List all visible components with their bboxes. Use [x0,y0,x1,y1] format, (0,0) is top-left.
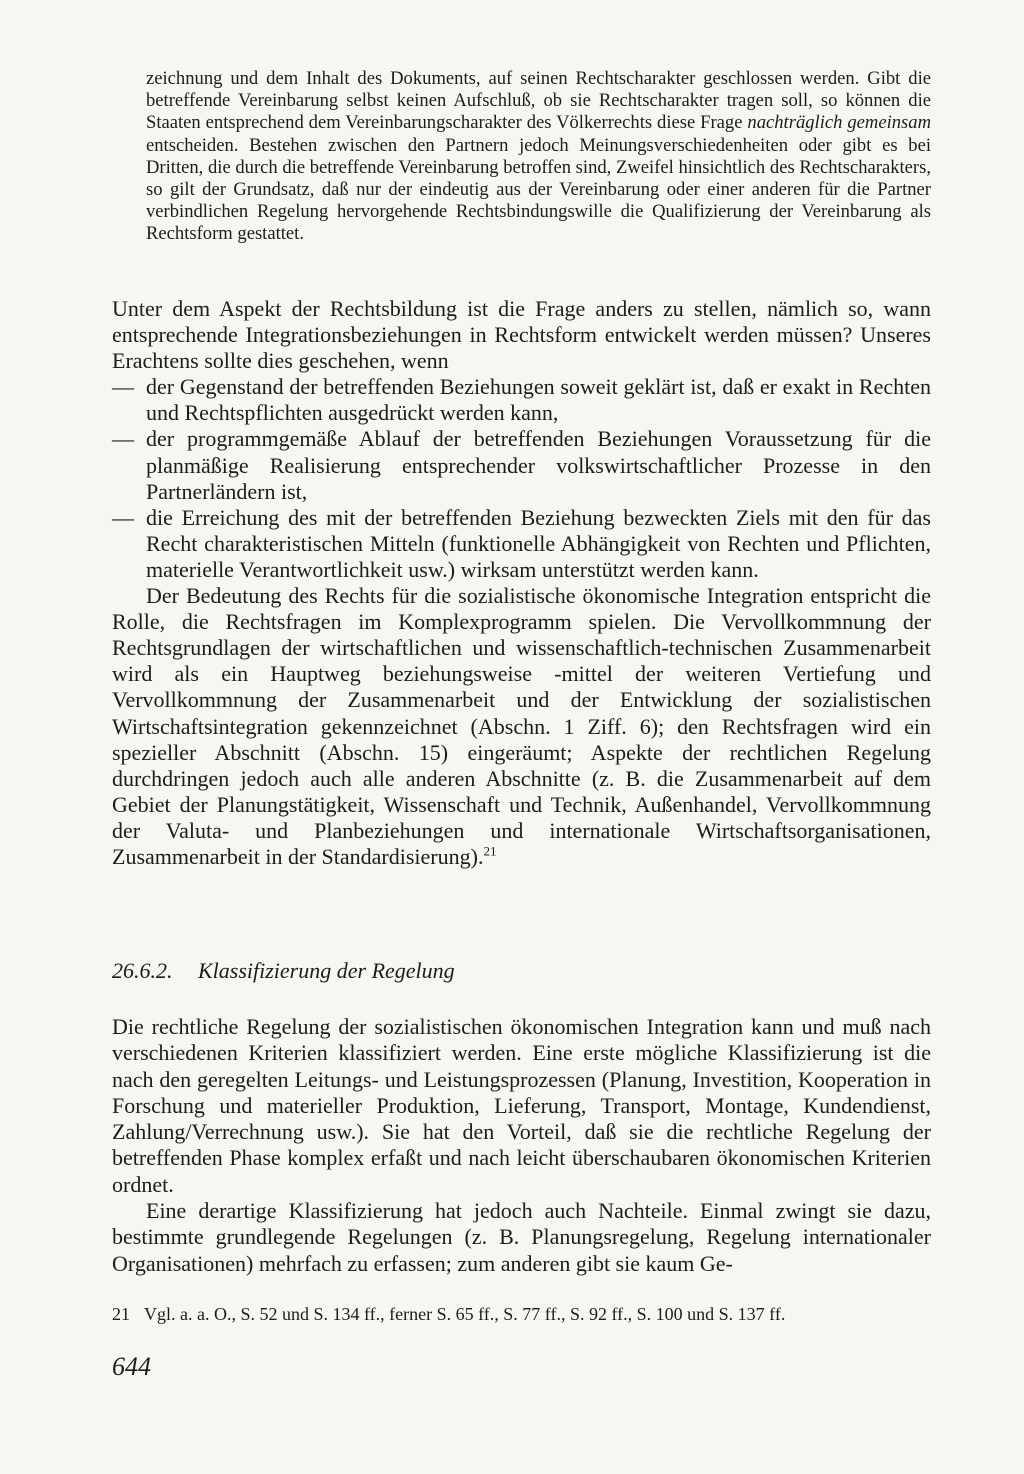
intro-paragraph: Unter dem Aspekt der Rechtsbildung ist die Frage anders zu stellen, nämlich so, wann entsprechende Integrationsbeziehungen in Rechtsform entwickelt werden müssen? Unseres Erachtens sollte dies geschehen, wenn [112,296,931,374]
footnote-number: 21 [112,1304,130,1324]
section-title: Klassifizierung der Regelung [198,958,455,983]
section-number: 26.6.2. [112,958,173,983]
section-heading [112,958,931,984]
footnote [112,1304,931,1325]
dash-bullet: — [112,426,134,452]
footnote-ref: 21 [483,843,497,859]
quote-block [146,68,931,246]
dash-bullet: — [112,504,134,530]
section-body [112,1014,931,1277]
list-item: — die Erreichung des mit der betreffenden Beziehung bezweckten Ziels mit den für das Recht charakteristischen Mitteln (funktionelle Abhängigkeit von Rechten und Pflichten, materielle Verantwortlichkeit usw.) wirksam unterstützt werden kann. [112,504,931,582]
dash-bullet: — [112,374,134,400]
emphasis-text: nachträglich gemeinsam [747,112,931,134]
list-item: — der programmgemäße Ablauf der betreffenden Beziehungen Voraussetzung für die planmäßige Realisierung entsprechender volkswirtschaftlicher Prozesse in den Partnerländern ist, [112,426,931,504]
page-number: 644 [112,1352,151,1381]
footnote-text: Vgl. a. a. O., S. 52 und S. 134 ff., ferner S. 65 ff., S. 77 ff., S. 92 ff., S. 100 und S. 137 ff. [144,1304,786,1324]
body-paragraph: Die rechtliche Regelung der sozialistischen ökonomischen Integration kann und muß nach verschiedenen Kriterien klassifiziert werden. Eine erste mögliche Klassifizierung ist die nach den geregelten Leitungs- und Leistungsprozessen (Planung, Investition, Kooperation in Forschung und materieller Produktion, Lieferung, Transport, Montage, Kundendienst, Zahlung/Verrechnung usw.). Sie hat den Vorteil, daß sie die rechtliche Regelung der betreffenden Phase komplex erfaßt und nach leicht überschaubaren ökonomischen Kriterien ordnet. [112,1014,931,1197]
condition-list [112,374,931,583]
body-paragraph: Eine derartige Klassifizierung hat jedoch auch Nachteile. Einmal zwingt sie dazu, bestimmte grundlegende Regelungen (z. B. Planungsregelung, Regelung internationaler Organisationen) mehrfach zu erfassen; zum anderen gibt sie kaum Ge- [112,1198,931,1276]
body-paragraph: Der Bedeutung des Rechts für die sozialistische ökonomische Integration entspricht die Rolle, die Rechtsfragen im Komplexprogramm spielen. Die Vervollkommnung der Rechtsgrundlagen der wirtschaftlichen und wissenschaftlich-technischen Zusammenarbeit wird als ein Hauptweg beziehungsweise -mittel der weiteren Vertiefung und Vervollkommnung der Zusammenarbeit und der Entwicklung der sozialistischen Wirtschaftsintegration gekennzeichnet (Abschn. 1 Ziff. 6); den Rechtsfragen wird ein spezieller Abschnitt (Abschn. 15) eingeräumt; Aspekte der rechtlichen Regelung durchdringen jedoch auch alle anderen Abschnitte (z. B. die Zusammenarbeit auf dem Gebiet der Planungstätigkeit, Wissenschaft und Technik, Außenhandel, Vervollkommnung der Valuta- und Planbeziehungen und internationale Wirtschaftsorganisationen, Zusammenarbeit in der Standardisierung).$^{21}$ [112,583,931,869]
list-item: — der Gegenstand der betreffenden Beziehungen soweit geklärt ist, daß er exakt in Rechten und Rechtspflichten ausgedrückt werden kann, [112,374,931,426]
main-body [112,296,931,870]
quote-paragraph: zeichnung und dem Inhalt des Dokuments, auf seinen Rechtscharakter geschlossen werden. Gibt die betreffende Vereinbarung selbst keinen Aufschluß, ob sie Rechtscharakter tragen soll, so können die Staaten entsprechend dem Vereinbarungscharakter des Völkerrechts diese Frage nachträglich gemeinsam entscheiden. Bestehen zwischen den Partnern jedoch Meinungsverschiedenheiten oder gibt es bei Dritten, die durch die betreffende Vereinbarung betroffen sind, Zweifel hinsichtlich des Rechtscharakters, so gilt der Grundsatz, daß nur der eindeutig aus der Vereinbarung oder einer anderen für die Partner verbindlichen Regelung hervorgehende Rechtsbindungswille die Qualifizierung der Vereinbarung als Rechtsform gestattet. [146,68,931,245]
